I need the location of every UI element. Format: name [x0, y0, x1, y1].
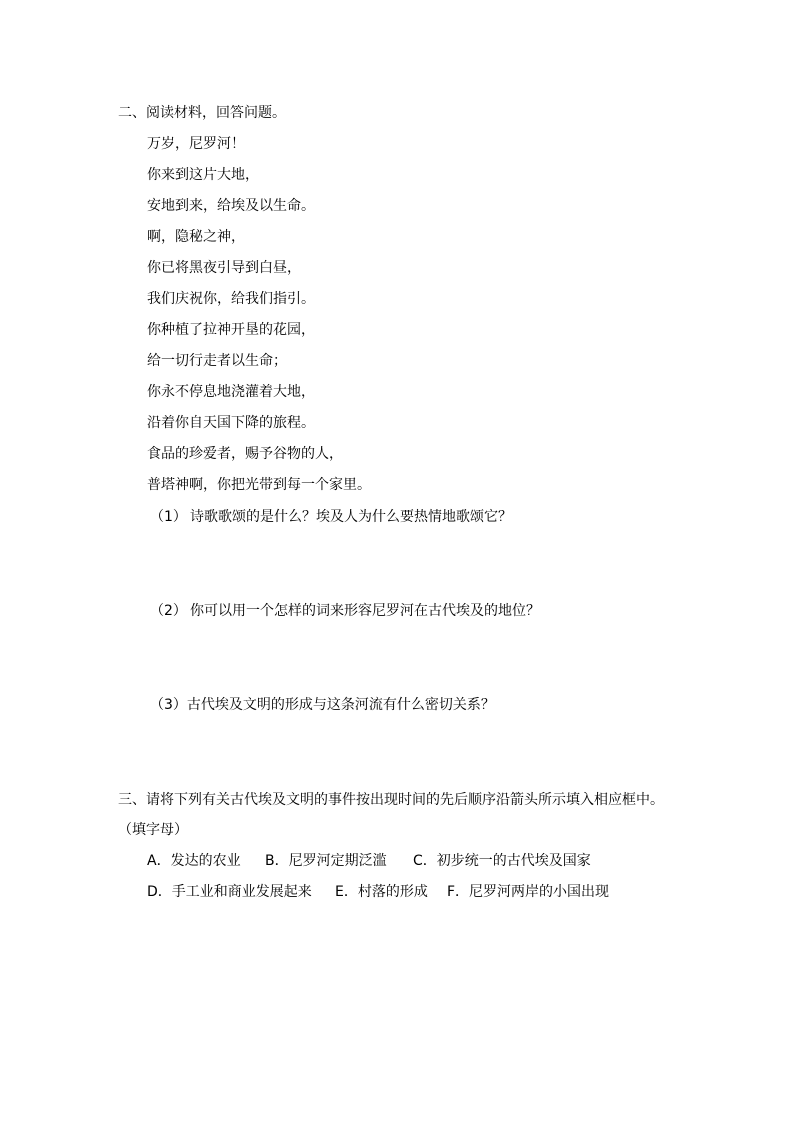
poem-line: 安地到来，给埃及以生命。	[147, 198, 315, 214]
section-2-heading: 二、阅读材料，回答问题。	[118, 105, 286, 121]
option-a: A．发达的农业	[147, 853, 241, 869]
poem-line: 普塔神啊，你把光带到每一个家里。	[147, 477, 371, 493]
question-text: 你可以用一个怎样的词来形容尼罗河在古代埃及的地位？	[190, 603, 540, 619]
poem-line: 给一切行走者以生命；	[147, 353, 287, 369]
question-text: 古代埃及文明的形成与这条河流有什么密切关系？	[186, 697, 495, 713]
poem-line: 沿着你自天国下降的旅程。	[147, 415, 315, 431]
section-3-note: （填字母）	[118, 822, 188, 838]
option-e: E．村落的形成	[335, 884, 428, 900]
poem-line: 食品的珍爱者，赐予谷物的人，	[147, 446, 343, 462]
poem-line: 你已将黑夜引导到白昼，	[147, 260, 301, 276]
question-1	[150, 507, 512, 527]
poem-line: 我们庆祝你，给我们指引。	[147, 291, 315, 307]
question-number: （3）	[150, 697, 187, 713]
options-row-1	[147, 851, 591, 871]
options-row-2	[147, 882, 609, 902]
option-b: B．尼罗河定期泛滥	[265, 853, 387, 869]
poem-line: 你来到这片大地，	[147, 167, 259, 183]
option-c: C．初步统一的古代埃及国家	[413, 853, 591, 869]
question-3	[150, 695, 495, 715]
question-text: 诗歌歌颂的是什么？埃及人为什么要热情地歌颂它？	[190, 509, 512, 525]
poem-line: 啊，隐秘之神，	[147, 229, 245, 245]
poem-line: 你种植了拉神开垦的花园，	[147, 322, 315, 338]
poem-line: 万岁，尼罗河！	[147, 136, 245, 152]
question-2	[150, 601, 540, 621]
option-d: D．手工业和商业发展起来	[147, 884, 312, 900]
poem-line: 你永不停息地浇灌着大地，	[147, 384, 315, 400]
section-3-heading: 三、请将下列有关古代埃及文明的事件按出现时间的先后顺序沿箭头所示填入相应框中。	[118, 792, 664, 808]
question-number: （1）	[150, 509, 187, 525]
option-f: F．尼罗河两岸的小国出现	[447, 884, 610, 900]
question-number: （2）	[150, 603, 187, 619]
